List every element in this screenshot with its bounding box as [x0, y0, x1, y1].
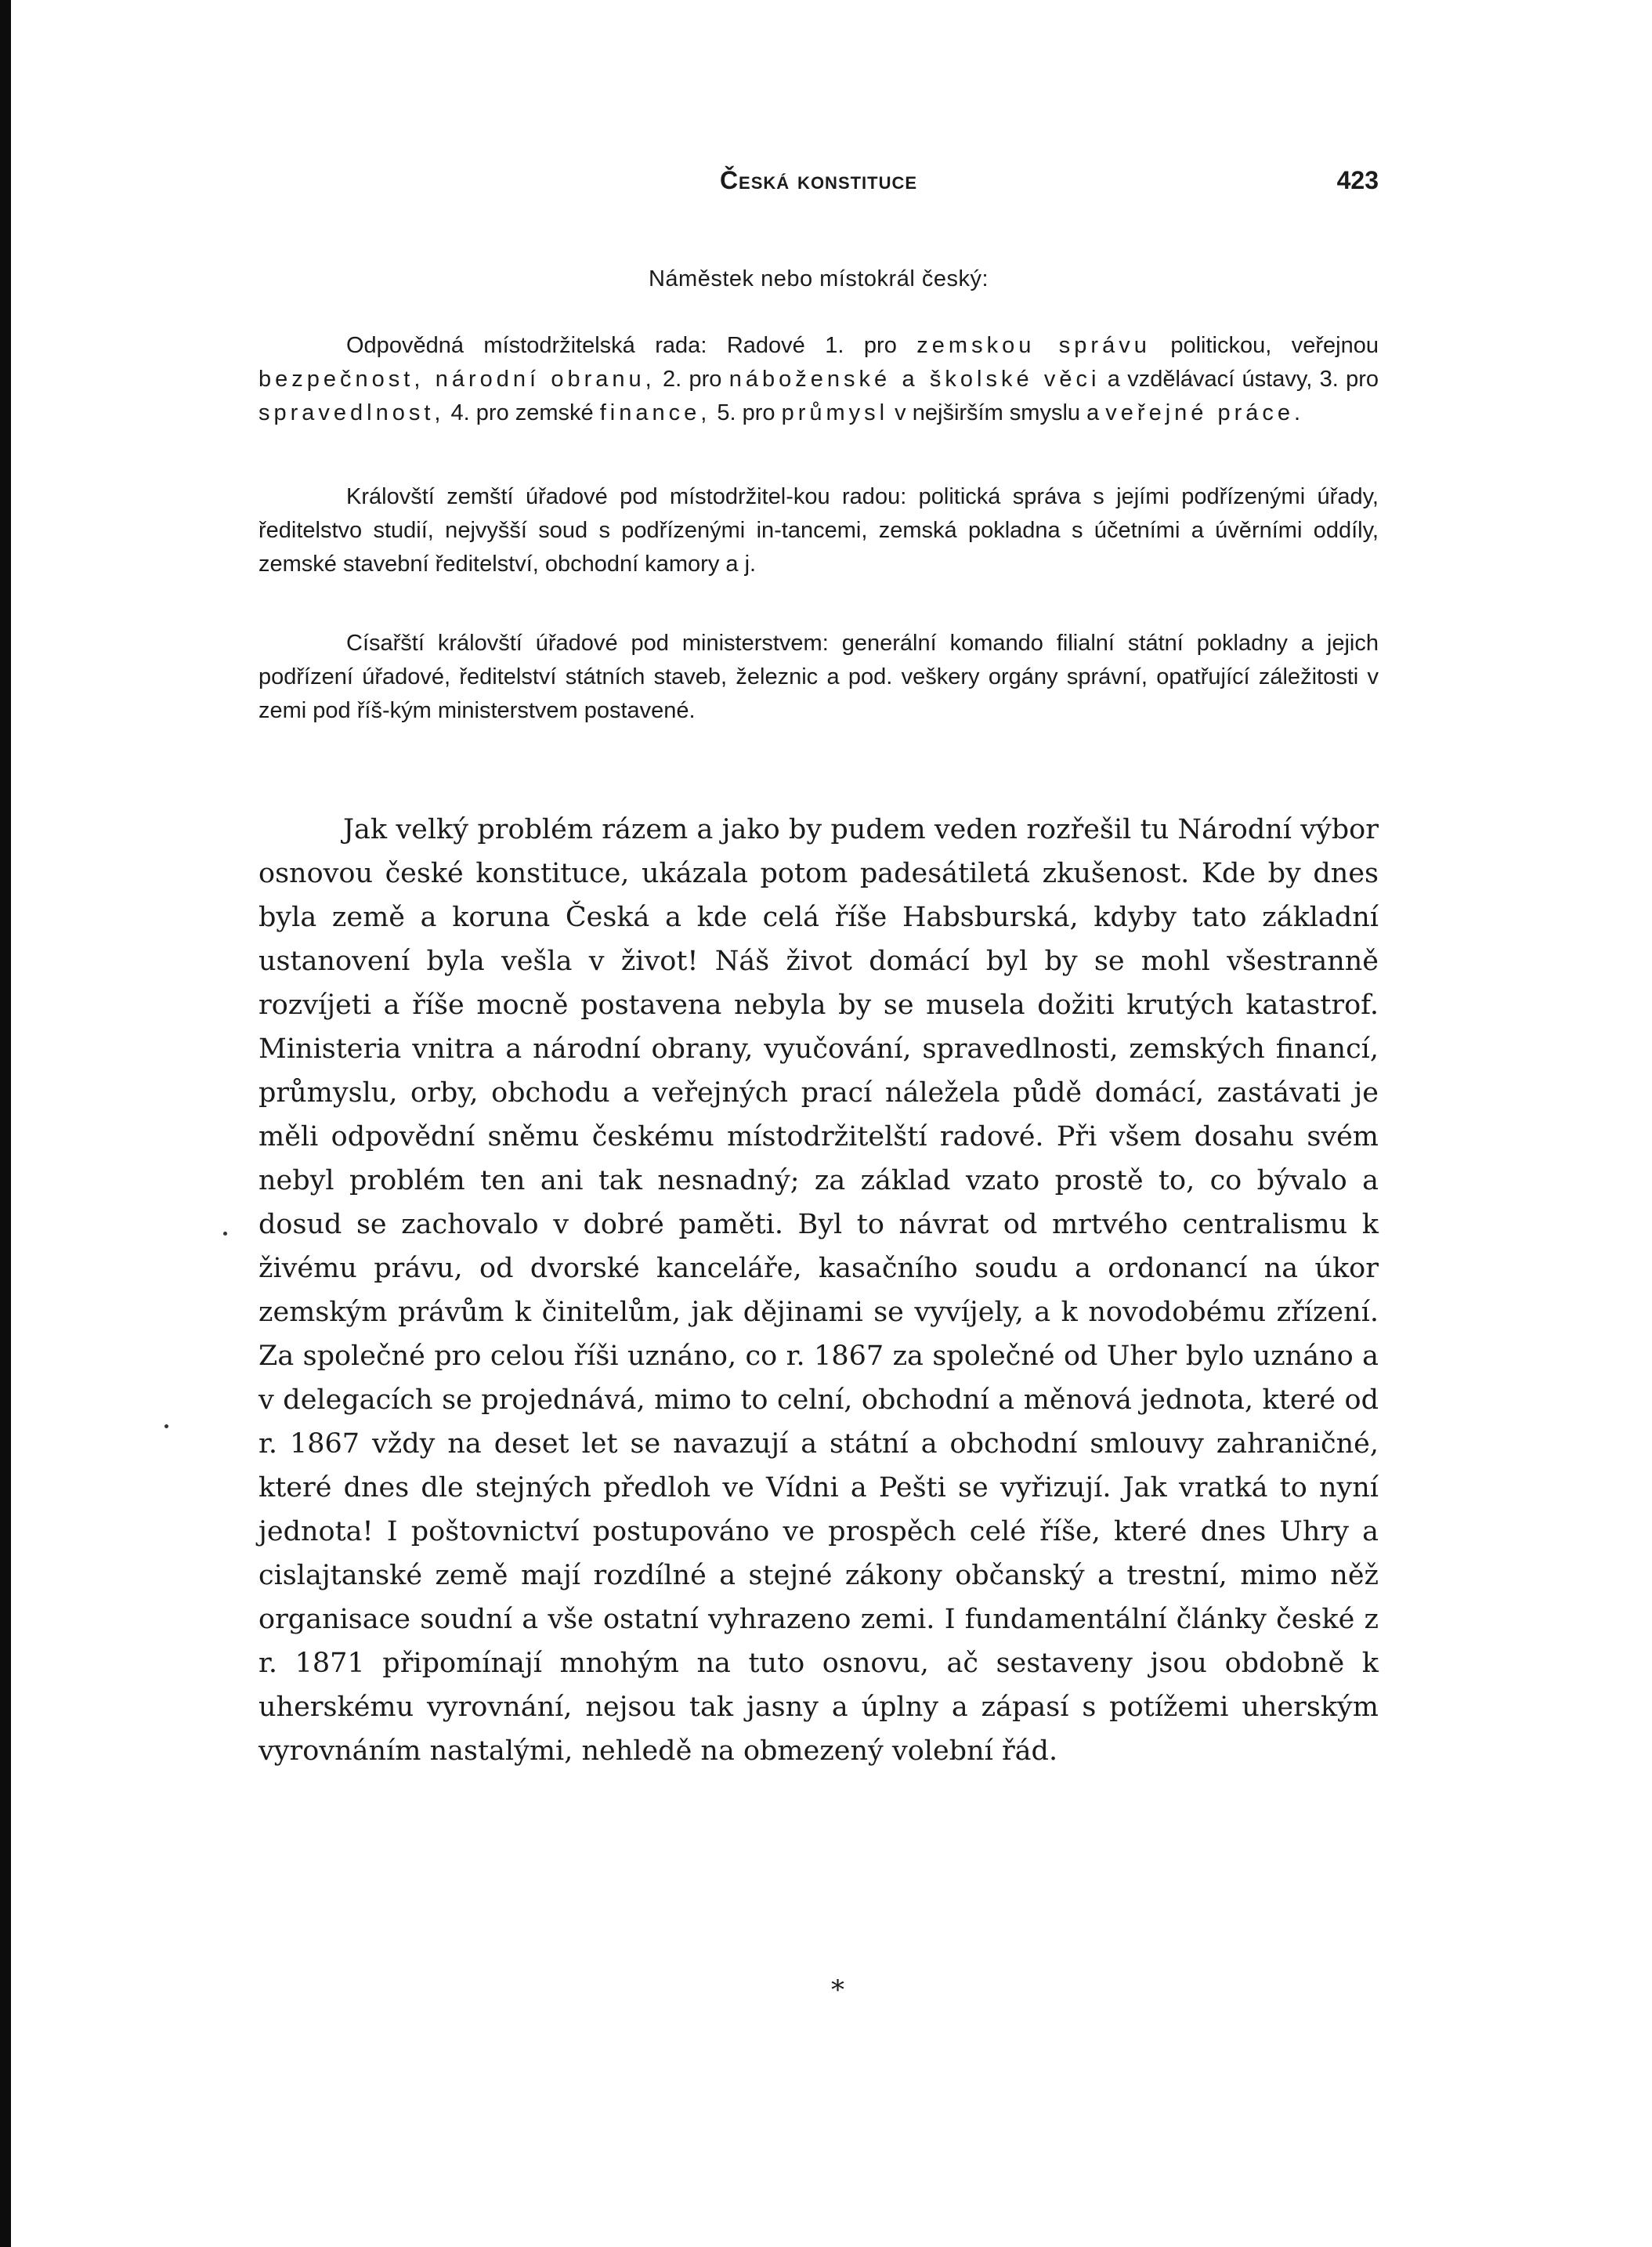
spaced-run: veřejné práce.	[1105, 400, 1305, 425]
text-run: politickou, veřejnou	[1150, 333, 1379, 358]
paragraph-imperial-offices: Císařští královští úřadové pod ministerstvem: generální komando filialní státní pokladny a jejich podřízení úřadové, ředitelství státních staveb, železnic a pod. veškery orgány správní, opatřující záležitosti v zemi pod říš-kým ministerstvem postavené.	[258, 631, 1379, 723]
spaced-run: náboženské a školské věci	[728, 367, 1101, 392]
paragraph-council	[258, 329, 1379, 430]
paragraph-royal-offices: Královští zemští úřadové pod místodržitel-kou radou: politická správa s jejími podřízenými úřady, ředitelstvo studií, nejvyšší soud s podřízenými in-tancemi, zemská pokladna s účetními a úvěrními oddíly, zemské stavební ředitelství, obchodní kamory a j.	[258, 484, 1379, 577]
text-run: 2. pro	[655, 367, 729, 392]
text-run: 5. pro	[710, 400, 782, 425]
text-run: v nejširším smyslu a	[888, 400, 1106, 425]
margin-mark	[223, 1232, 227, 1236]
spaced-run: průmysl	[781, 400, 889, 425]
page-header	[258, 166, 1379, 213]
scan-edge	[0, 0, 11, 2247]
page-number: 423	[1336, 166, 1379, 194]
text-run: a vzdělávací ústavy, 3. pro	[1100, 367, 1379, 392]
running-title: Česká konstituce	[719, 166, 918, 194]
spaced-run: bezpečnost, národní obranu,	[258, 367, 656, 392]
spaced-run: zemskou správu	[916, 333, 1151, 358]
text-run: 4. pro zemské	[444, 400, 600, 425]
margin-mark	[164, 1424, 168, 1428]
section-heading: Náměstek nebo místokrál český:	[648, 266, 989, 291]
section-divider-asterisk: *	[831, 1974, 844, 2006]
main-paragraph: Jak velký problém rázem a jako by pudem veden rozřešil tu Národní výbor osnovou české konstituce, ukázala potom padesátiletá zkušenost. Kde by dnes byla země a koruna Česká a kde celá říše Habsburská, kdyby tato základní ustanovení byla vešla v život! Náš život domácí byl by se mohl všestranně rozvíjeti a říše mocně postavena nebyla by se musela dožiti krutých katastrof. Ministeria vnitra a národní obrany, vyučování, spravedlnosti, zemských financí, průmyslu, orby, obchodu a veřejných prací náležela půdě domácí, zastávati je měli odpovědní sněmu českému místodržitelští radové. Při všem dosahu svém nebyl problém ten ani tak nesnadný; za základ vzato prostě to, co bývalo a dosud se zachovalo v dobré paměti. Byl to návrat od mrtvého centralismu k živému právu, od dvorské kanceláře, kasačního soudu a ordonancí na úkor zemským právům k činitelům, jak dějinami se vyvíjely, a k novodobému zřízení. Za společné pro celou říši uznáno, co r. 1867 za společné od Uher bylo uznáno a v delegacích se projednává, mimo to celní, obchodní a měnová jednota, které od r. 1867 vždy na deset let se navazují a státní a obchodní smlouvy zahraničné, které dnes dle stejných předloh ve Vídni a Pešti se vyřizují. Jak vratká to nyní jednota! I poštovnictví postupováno ve prospěch celé říše, které dnes Uhry a cislajtanské země mají rozdílné a stejné zákony občanský a trestní, mimo něž organisace soudní a vše ostatní vyhrazeno zemi. I fundamentální články české z r. 1871 připomínají mnohým na tuto osnovu, ač sestaveny jsou obdobně k uherskému vyrovnání, nejsou tak jasny a úplny a zápasí s potížemi uherským vyrovnáním nastalými, nehledě na obmezený volební řád.	[258, 814, 1379, 1767]
spaced-run: finance,	[599, 400, 711, 425]
spaced-run: spravedlnost,	[258, 400, 445, 425]
text-run: Odpovědná místodržitelská rada: Radové 1. pro	[346, 333, 917, 358]
